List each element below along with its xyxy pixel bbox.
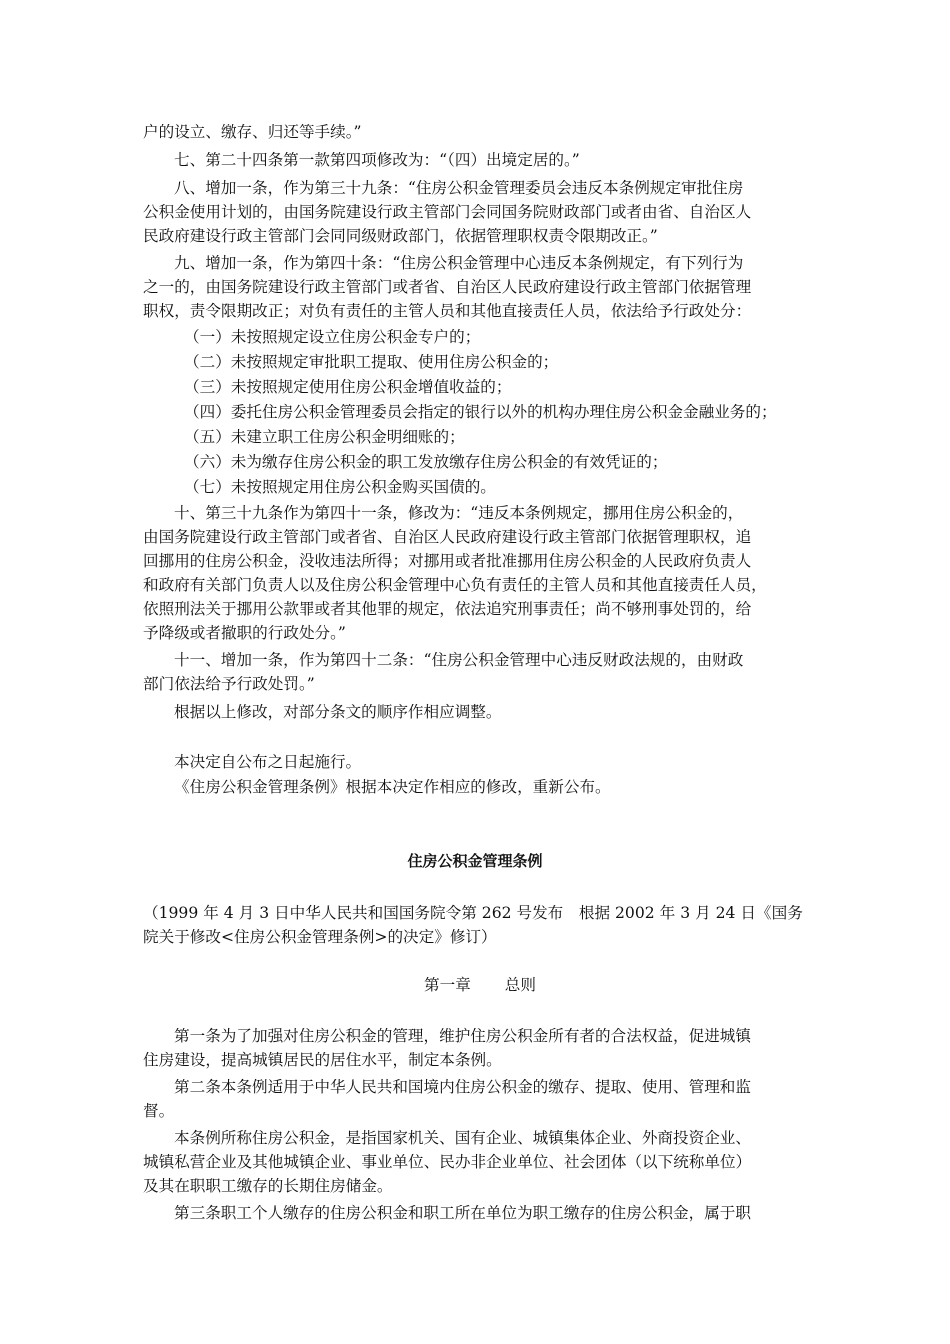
text-line: 七、第二十四条第一款第四项修改为：“（四）出境定居的。”: [174, 151, 580, 169]
text-line: 九、增加一条，作为第四十条：“住房公积金管理中心违反本条例规定，有下列行为: [174, 254, 744, 272]
chapter-heading: [0, 975, 950, 995]
text-line: 城镇私营企业及其他城镇企业、事业单位、民办非企业单位、社会团体（以下统称单位）: [143, 1153, 752, 1171]
text-line: 公积金使用计划的，由国务院建设行政主管部门会同国务院财政部门或者由省、自治区人: [143, 203, 752, 221]
text-line: 第三条职工个人缴存的住房公积金和职工所在单位为职工缴存的住房公积金，属于职: [174, 1204, 751, 1222]
document-title: 住房公积金管理条例: [407, 852, 543, 870]
text-line: 及其在职职工缴存的长期住房储金。: [143, 1177, 393, 1195]
list-item: （一）未按照规定设立住房公积金专户的；: [184, 328, 481, 346]
text-line: 十、第三十九条作为第四十一条，修改为：“违反本条例规定，挪用住房公积金的，: [174, 504, 744, 522]
list-item: （四）委托住房公积金管理委员会指定的银行以外的机构办理住房公积金金融业务的；: [184, 403, 777, 421]
promulgation-note: （1999 年 4 月 3 日中华人民共和国国务院令第 262 号发布 根据 2002 年 3 月 24 日《国务: [143, 904, 803, 922]
list-item: （七）未按照规定用住房公积金购买国债的。: [184, 478, 496, 496]
chapter-number: 第一章: [424, 976, 471, 994]
text-line: 住房建设，提高城镇居民的居住水平，制定本条例。: [143, 1051, 502, 1069]
text-line: 民政府建设行政主管部门会同同级财政部门，依据管理职权责令限期改正。”: [143, 227, 658, 245]
text-line: 第二条本条例适用于中华人民共和国境内住房公积金的缴存、提取、使用、管理和监: [174, 1078, 751, 1096]
text-line: 第一条为了加强对住房公积金的管理，维护住房公积金所有者的合法权益，促进城镇: [174, 1027, 751, 1045]
text-line: 八、增加一条，作为第三十九条：“住房公积金管理委员会违反本条例规定审批住房: [174, 179, 744, 197]
list-item: （六）未为缴存住房公积金的职工发放缴存住房公积金的有效凭证的；: [184, 453, 668, 471]
promulgation-note: 院关于修改<住房公积金管理条例>的决定》修订）: [143, 928, 497, 946]
text-line: 依照刑法关于挪用公款罪或者其他罪的规定，依法追究刑事责任；尚不够刑事处罚的，给: [143, 600, 752, 618]
text-line: 本决定自公布之日起施行。: [174, 753, 362, 771]
text-line: 户的设立、缴存、归还等手续。”: [143, 123, 362, 141]
text-line: 督。: [143, 1102, 175, 1120]
list-item: （三）未按照规定使用住房公积金增值收益的；: [184, 378, 512, 396]
text-line: 予降级或者撤职的行政处分。”: [143, 624, 346, 642]
text-line: 本条例所称住房公积金，是指国家机关、国有企业、城镇集体企业、外商投资企业、: [174, 1129, 751, 1147]
list-item: （二）未按照规定审批职工提取、使用住房公积金的；: [184, 353, 559, 371]
text-line: 由国务院建设行政主管部门或者省、自治区人民政府建设行政主管部门依据管理职权，追: [143, 528, 752, 546]
text-line: 十一、增加一条，作为第四十二条：“住房公积金管理中心违反财政法规的，由财政: [174, 651, 744, 669]
text-line: 回挪用的住房公积金，没收违法所得；对挪用或者批准挪用住房公积金的人民政府负责人: [143, 552, 752, 570]
list-item: （五）未建立职工住房公积金明细账的；: [184, 428, 465, 446]
text-line: 职权，责令限期改正；对负有责任的主管人员和其他直接责任人员，依法给予行政处分：: [143, 302, 752, 320]
chapter-name: 总则: [504, 976, 536, 994]
text-line: 和政府有关部门负责人以及住房公积金管理中心负有责任的主管人员和其他直接责任人员，: [143, 576, 767, 594]
text-line: 《住房公积金管理条例》根据本决定作相应的修改，重新公布。: [174, 778, 611, 796]
text-line: 根据以上修改，对部分条文的顺序作相应调整。: [174, 703, 502, 721]
text-line: 部门依法给予行政处罚。”: [143, 675, 315, 693]
text-line: 之一的，由国务院建设行政主管部门或者省、自治区人民政府建设行政主管部门依据管理: [143, 278, 752, 296]
